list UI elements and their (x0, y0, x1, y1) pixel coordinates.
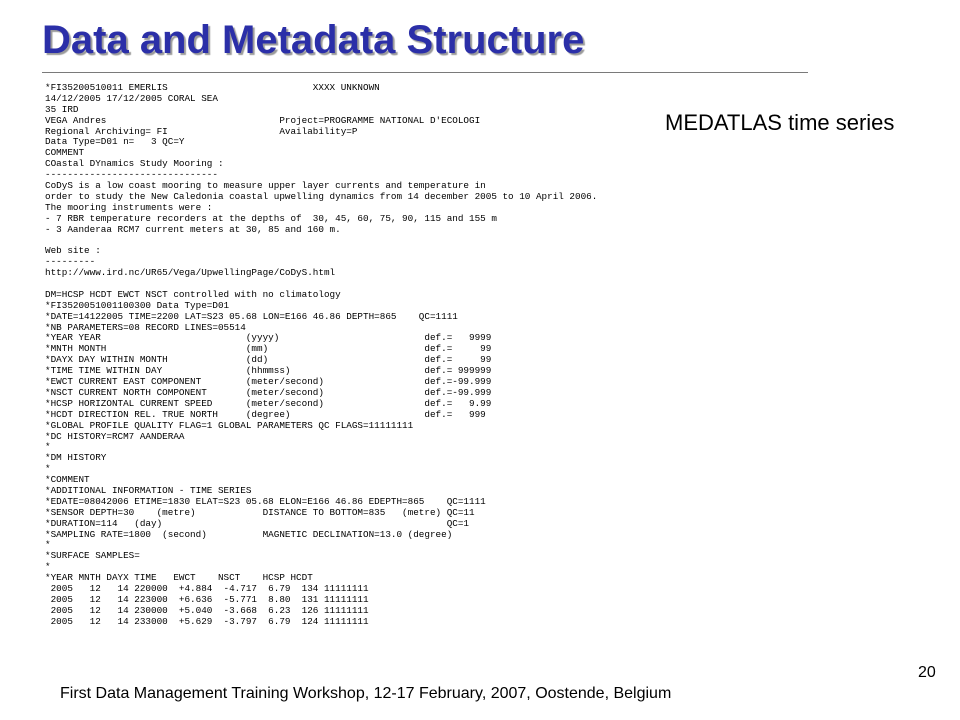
slide-footer: First Data Management Training Workshop, 12-17 February, 2007, Oostende, Belgium (60, 685, 672, 702)
listing-line: CoDyS is a low coast mooring to measure upper layer currents and temperature in (45, 180, 486, 192)
listing-line: *EDATE=08042006 ETIME=1830 ELAT=S23 05.68 ELON=E166 46.86 EDEPTH=865 QC=1111 (45, 495, 486, 507)
slide-subtitle: MEDATLAS time series (665, 110, 895, 135)
listing-line: *DATE=14122005 TIME=2200 LAT=S23 05.68 LON=E166 46.86 DEPTH=865 QC=1111 (45, 310, 458, 322)
listing-line: --------- (45, 256, 96, 268)
listing-line: *SURFACE SAMPLES= (45, 550, 140, 562)
listing-line: *FI3520051001100300 Data Type=D01 (45, 299, 230, 311)
listing-line: ------------------------------- (45, 169, 218, 181)
listing-line: DM=HCSP HCDT EWCT NSCT controlled with no climatology (45, 288, 341, 300)
listing-line: 35 IRD (45, 103, 79, 115)
slide-title: Data and Metadata Structure (42, 18, 585, 62)
listing-line: * (45, 463, 51, 475)
listing-line: VEGA Andres Project=PROGRAMME NATIONAL D'ECOLOGI (45, 114, 481, 126)
listing-line: *TIME TIME WITHIN DAY (hhmmss) def.= 999999 (45, 365, 492, 377)
listing-line: order to study the New Caledonia coastal upwelling dynamics from 14 december 2005 to 10 April 2006. (45, 190, 598, 202)
listing-line: *COMMENT (45, 474, 90, 486)
listing-line: The mooring instruments were : (45, 201, 213, 213)
page-number: 20 (918, 664, 936, 681)
listing-line: COastal DYnamics Study Mooring : (45, 158, 224, 170)
listing-line: *DC HISTORY=RCM7 AANDERAA (45, 430, 185, 442)
listing-line: 2005 12 14 233000 +5.629 -3.797 6.79 124 11111111 (45, 615, 369, 627)
listing-line: Web site : (45, 245, 101, 257)
listing-line: *DM HISTORY (45, 452, 107, 464)
listing-line: *NSCT CURRENT NORTH COMPONENT (meter/second) def.=-99.999 (45, 386, 492, 398)
listing-line: Data Type=D01 n= 3 QC=Y (45, 136, 185, 148)
listing-line: http://www.ird.nc/UR65/Vega/UpwellingPage/CoDyS.html (45, 267, 336, 279)
listing-line: 14/12/2005 17/12/2005 CORAL SEA (45, 92, 218, 104)
listing-line: 2005 12 14 223000 +6.636 -5.771 8.80 131 11111111 (45, 593, 369, 605)
medatlas-listing (45, 83, 745, 628)
listing-line (45, 235, 745, 246)
listing-line: * (45, 561, 51, 573)
listing-line: * (45, 441, 51, 453)
listing-line: - 7 RBR temperature recorders at the depths of 30, 45, 60, 75, 90, 115 and 155 m (45, 212, 497, 224)
listing-line: *DURATION=114 (day) QC=1 (45, 517, 470, 529)
title-divider (42, 72, 808, 73)
listing-line: *SENSOR DEPTH=30 (metre) DISTANCE TO BOTTOM=835 (metre) QC=11 (45, 506, 475, 518)
listing-line: *YEAR MNTH DAYX TIME EWCT NSCT HCSP HCDT (45, 572, 313, 584)
listing-line: *ADDITIONAL INFORMATION - TIME SERIES (45, 484, 252, 496)
listing-line: *HCDT DIRECTION REL. TRUE NORTH (degree) def.= 999 (45, 408, 486, 420)
listing-line: COMMENT (45, 147, 85, 159)
listing-line: - 3 Aanderaa RCM7 current meters at 30, 85 and 160 m. (45, 223, 341, 235)
listing-line: * (45, 539, 51, 551)
listing-line: Regional Archiving= FI Availability=P (45, 125, 358, 137)
listing-line: *HCSP HORIZONTAL CURRENT SPEED (meter/second) def.= 9.99 (45, 397, 492, 409)
listing-line: 2005 12 14 230000 +5.040 -3.668 6.23 126 11111111 (45, 604, 369, 616)
listing-line: *SAMPLING RATE=1800 (second) MAGNETIC DECLINATION=13.0 (degree) (45, 528, 453, 540)
listing-line: *EWCT CURRENT EAST COMPONENT (meter/second) def.=-99.999 (45, 376, 492, 388)
listing-line: *FI35200510011 EMERLIS XXXX UNKNOWN (45, 82, 380, 93)
listing-line: *GLOBAL PROFILE QUALITY FLAG=1 GLOBAL PARAMETERS QC FLAGS=11111111 (45, 419, 414, 431)
listing-line: *MNTH MONTH (mm) def.= 99 (45, 343, 492, 355)
listing-line: *NB PARAMETERS=08 RECORD LINES=05514 (45, 321, 246, 333)
listing-line: *DAYX DAY WITHIN MONTH (dd) def.= 99 (45, 354, 492, 366)
listing-line: 2005 12 14 220000 +4.884 -4.717 6.79 134 11111111 (45, 582, 369, 594)
listing-line: *YEAR YEAR (yyyy) def.= 9999 (45, 332, 492, 344)
